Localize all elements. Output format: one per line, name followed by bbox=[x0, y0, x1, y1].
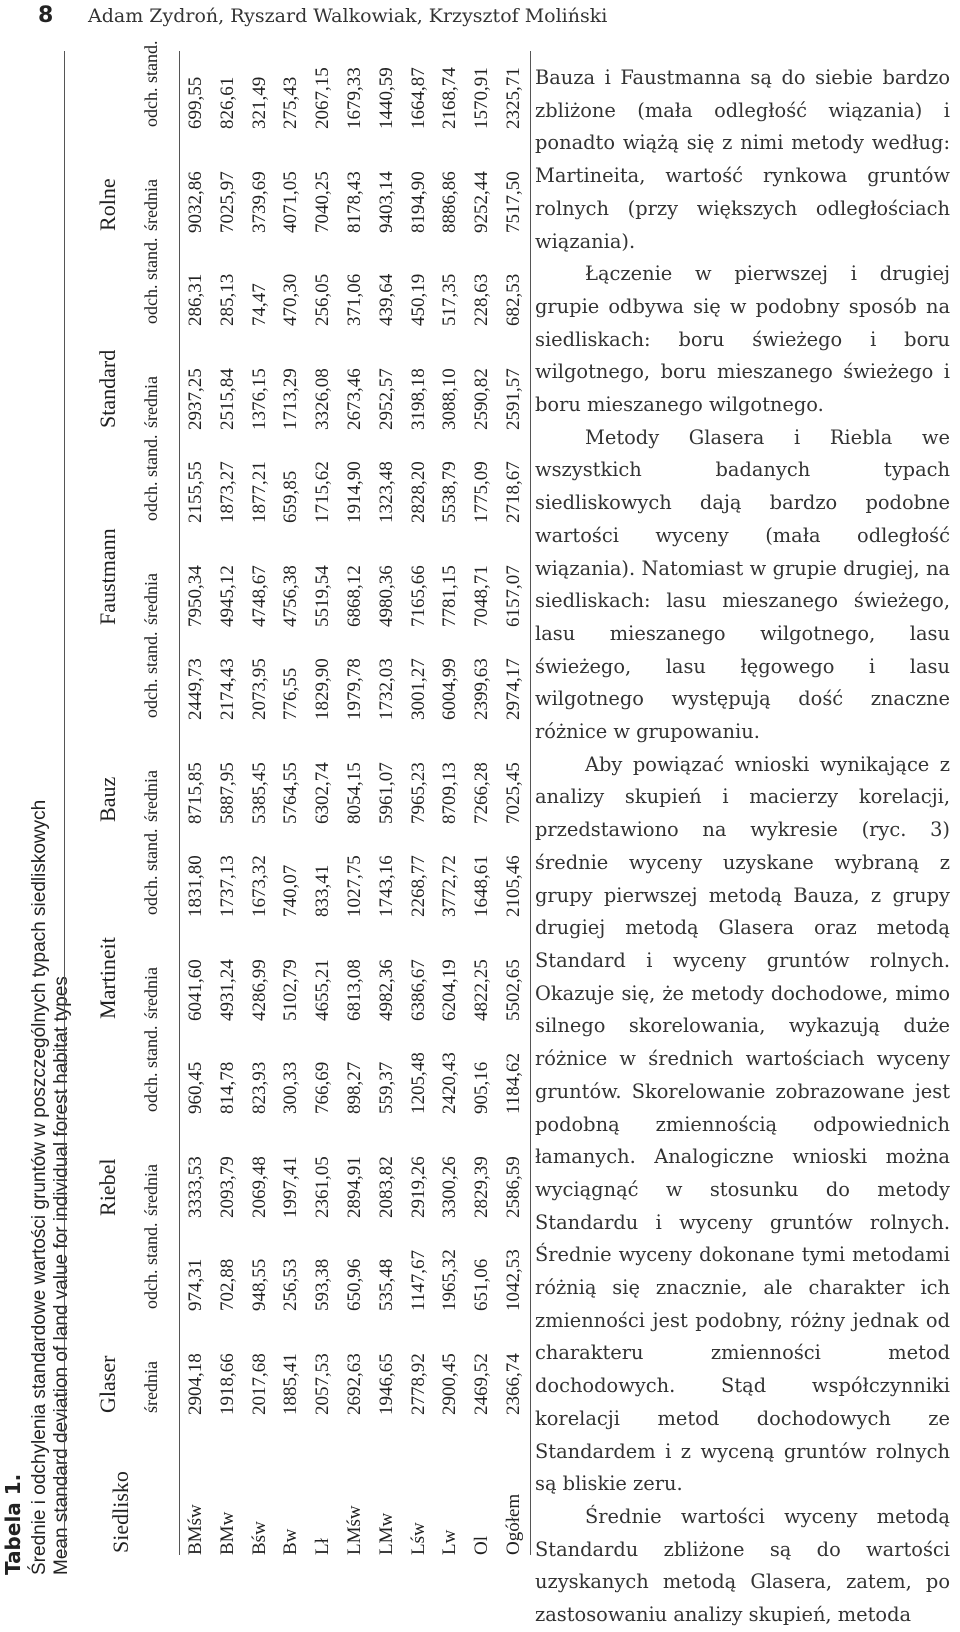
std-dev-value-cell: 2420,43 bbox=[439, 1052, 461, 1114]
std-dev-value-cell: 1979,78 bbox=[343, 658, 365, 720]
mean-value-cell: 8886,86 bbox=[439, 171, 461, 233]
mean-value-cell: 1918,66 bbox=[216, 1353, 238, 1415]
mean-subheader: średnia bbox=[141, 967, 161, 1019]
mean-value-cell: 5764,55 bbox=[280, 762, 302, 824]
std-dev-value-cell: 1829,90 bbox=[312, 658, 334, 720]
table-row bbox=[244, 51, 276, 1555]
mean-value-cell: 5519,54 bbox=[312, 565, 334, 627]
std-dev-value-cell: 898,27 bbox=[343, 1061, 365, 1114]
table-row bbox=[371, 51, 403, 1555]
method-header: Glaser bbox=[95, 1355, 120, 1413]
mean-value-cell: 1885,41 bbox=[280, 1353, 302, 1415]
std-dev-value-cell: 559,37 bbox=[375, 1061, 397, 1114]
mean-value-cell: 7048,71 bbox=[471, 565, 493, 627]
std-dev-value-cell: 2268,77 bbox=[407, 855, 429, 917]
mean-value-cell: 5887,95 bbox=[216, 762, 238, 824]
mean-value-cell: 1713,29 bbox=[280, 368, 302, 430]
site-name-cell: Bśw bbox=[248, 1521, 270, 1555]
mean-value-cell: 4931,24 bbox=[216, 959, 238, 1021]
std-dev-value-cell: 300,33 bbox=[280, 1061, 302, 1114]
std-dev-value-cell: 740,07 bbox=[280, 864, 302, 917]
mean-value-cell: 5961,07 bbox=[375, 762, 397, 824]
table-caption-polish: Średnie i odchylenia standardowe wartości gruntów w poszczególnych typach siedliskowych bbox=[29, 799, 50, 1575]
mean-value-cell: 8054,15 bbox=[343, 762, 365, 824]
body-paragraph: Bauza i Faustmanna są do siebie bardzo zbliżone (mała odległość wiązania) i ponadto wiążą się z nimi metody według: Martineita, wartość rynkowa gruntów rolnych (przy większych odległościach wiązania). bbox=[535, 66, 950, 253]
mean-value-cell: 3739,69 bbox=[248, 171, 270, 233]
std-dev-value-cell: 948,55 bbox=[248, 1258, 270, 1311]
mean-subheader: średnia bbox=[141, 178, 161, 231]
site-name-cell: Bw bbox=[280, 1528, 302, 1555]
std-dev-value-cell: 593,38 bbox=[312, 1258, 334, 1311]
mean-value-cell: 2586,59 bbox=[502, 1156, 524, 1218]
page-number: 8 bbox=[38, 3, 54, 28]
std-dev-value-cell: 1440,59 bbox=[375, 67, 397, 129]
mean-value-cell: 4945,12 bbox=[216, 565, 238, 627]
table-row bbox=[466, 51, 498, 1555]
mean-value-cell: 1997,41 bbox=[280, 1156, 302, 1218]
std-dev-value-cell: 1664,87 bbox=[407, 67, 429, 129]
table-row bbox=[180, 51, 212, 1555]
std-dev-subheader: odch. stand. bbox=[141, 828, 161, 915]
mean-value-cell: 6386,67 bbox=[407, 959, 429, 1021]
body-paragraph: Średnie wartości wyceny metodą Standardu zbliżone są do wartości uzyskanych metodą Glasera, zatem, po zastosowaniu analizy skupień, metoda bbox=[535, 1504, 950, 1627]
std-dev-value-cell: 2105,46 bbox=[502, 855, 524, 917]
body-paragraph: Metody Glasera i Riebla we wszystkich badanych typach siedliskowych dają bardzo podobne wartości wyceny (mała odległość wiązania). Natomiast w grupie drugiej, na siedliskach: lasu mieszanego świeżego, lasu mieszanego wilgotnego, lasu świeżego, lasu łęgowego i lasu wilgotnego występują dość znaczne różnice w grupowaniu. bbox=[535, 425, 950, 744]
site-name-cell: Ogółem bbox=[502, 1493, 524, 1555]
mean-value-cell: 8194,90 bbox=[407, 171, 429, 233]
mean-value-cell: 2590,82 bbox=[471, 368, 493, 430]
table-body bbox=[180, 51, 531, 1555]
mean-value-cell: 2366,74 bbox=[502, 1353, 524, 1415]
site-name-cell: Lł bbox=[312, 1538, 334, 1555]
mean-value-cell: 7781,15 bbox=[439, 565, 461, 627]
std-dev-value-cell: 2174,43 bbox=[216, 658, 238, 720]
table-row bbox=[498, 51, 530, 1555]
std-dev-value-cell: 6004,99 bbox=[439, 658, 461, 720]
mean-value-cell: 2778,92 bbox=[407, 1353, 429, 1415]
std-dev-value-cell: 699,55 bbox=[185, 76, 206, 129]
body-paragraph: Aby powiązać wnioski wynikające z analizy skupień i macierzy korelacji, przedstawiono na wykresie (ryc. 3) średnie wyceny uzyskane wybraną z grupy pierwszej metodą Bauza, z grupy drugiej metodą Glasera oraz metodą Standard i wyceny gruntów rolnych. Okazuje się, że metody dochodowe, mimo silnego skorelowania, wykazują duże różnice w średnich wartościach wyceny gruntów. Skorelowanie zobrazowane jest podobną zmiennością odpowiednich łamanych. Analogiczne wnioski można wyciągnąć w stosunku do metody Standardu i wyceny gruntów rolnych. Średnie wyceny dokonane tymi metodami różnią się znacznie, ale charakter ich zmienności jest podobny, różny jednak od charakteru zmienności metod dochodowych. Stąd współczynniki korelacji metod dochodowych ze Standardem i z wyceną gruntów rolnych są bliskie zeru. bbox=[535, 752, 950, 1496]
mean-value-cell: 2952,57 bbox=[375, 368, 397, 430]
mean-value-cell: 4286,99 bbox=[248, 959, 270, 1021]
std-dev-value-cell: 1732,03 bbox=[375, 658, 397, 720]
habitat-land-value-table bbox=[64, 40, 531, 1555]
mean-value-cell: 8709,13 bbox=[439, 762, 461, 824]
table-row bbox=[275, 51, 307, 1555]
method-header: Riebel bbox=[95, 1158, 120, 1216]
mean-subheader: średnia bbox=[141, 770, 161, 822]
std-dev-value-cell: 1715,62 bbox=[312, 461, 334, 523]
mean-value-cell: 6868,12 bbox=[343, 565, 365, 627]
method-header: Standard bbox=[95, 349, 120, 428]
mean-value-cell: 3300,26 bbox=[439, 1156, 461, 1218]
std-dev-value-cell: 1775,09 bbox=[471, 461, 493, 523]
mean-value-cell: 5102,79 bbox=[280, 959, 302, 1021]
mean-value-cell: 2673,46 bbox=[343, 368, 365, 430]
mean-value-cell: 5385,45 bbox=[248, 762, 270, 824]
std-dev-value-cell: 1027,75 bbox=[343, 855, 365, 917]
table-caption-english: Mean standard deviation of land value for individual forest habitat types bbox=[51, 976, 72, 1575]
mean-value-cell: 2515,84 bbox=[216, 368, 238, 430]
std-dev-value-cell: 3772,72 bbox=[439, 855, 461, 917]
std-dev-value-cell: 1743,16 bbox=[375, 855, 397, 917]
std-dev-value-cell: 1205,48 bbox=[407, 1052, 429, 1114]
mean-value-cell: 2900,45 bbox=[439, 1353, 461, 1415]
site-name-cell: Lśw bbox=[407, 1522, 429, 1555]
std-dev-value-cell: 651,06 bbox=[471, 1258, 493, 1311]
rotated-table-block bbox=[0, 40, 524, 1575]
std-dev-value-cell: 535,48 bbox=[375, 1258, 397, 1311]
std-dev-value-cell: 3001,27 bbox=[407, 658, 429, 720]
std-dev-value-cell: 1877,21 bbox=[248, 461, 270, 523]
table-row bbox=[212, 51, 244, 1555]
mean-value-cell: 5502,65 bbox=[502, 959, 524, 1021]
std-dev-value-cell: 650,96 bbox=[343, 1258, 365, 1311]
std-dev-value-cell: 1570,91 bbox=[471, 67, 493, 129]
std-dev-value-cell: 1147,67 bbox=[407, 1249, 429, 1311]
mean-value-cell: 4980,36 bbox=[375, 565, 397, 627]
mean-value-cell: 2904,18 bbox=[185, 1353, 206, 1415]
std-dev-value-cell: 439,64 bbox=[375, 273, 397, 326]
std-dev-value-cell: 814,78 bbox=[216, 1061, 238, 1114]
mean-value-cell: 6041,60 bbox=[185, 959, 206, 1021]
std-dev-value-cell: 2073,95 bbox=[248, 658, 270, 720]
std-dev-value-cell: 286,31 bbox=[185, 273, 206, 326]
std-dev-value-cell: 321,49 bbox=[248, 76, 270, 129]
mean-value-cell: 7025,97 bbox=[216, 171, 238, 233]
mean-value-cell: 9032,86 bbox=[185, 171, 206, 233]
std-dev-value-cell: 659,85 bbox=[280, 470, 302, 523]
mean-subheader: średnia bbox=[141, 375, 161, 428]
mean-value-cell: 4982,36 bbox=[375, 959, 397, 1021]
std-dev-value-cell: 1679,33 bbox=[343, 67, 365, 129]
std-dev-value-cell: 470,30 bbox=[280, 273, 302, 326]
mean-subheader: średnia bbox=[141, 572, 161, 625]
site-name-cell: Lw bbox=[439, 1529, 461, 1555]
std-dev-value-cell: 702,88 bbox=[216, 1258, 238, 1311]
mean-value-cell: 6157,07 bbox=[502, 565, 524, 627]
mean-value-cell: 2894,91 bbox=[343, 1156, 365, 1218]
std-dev-subheader: odch. stand. bbox=[141, 631, 161, 718]
site-name-cell: Ol bbox=[471, 1536, 493, 1555]
std-dev-value-cell: 1965,32 bbox=[439, 1249, 461, 1311]
table-row bbox=[403, 51, 435, 1555]
mean-value-cell: 7950,34 bbox=[185, 565, 206, 627]
std-dev-value-cell: 285,13 bbox=[216, 273, 238, 326]
site-name-cell: LMśw bbox=[343, 1505, 365, 1555]
body-text-column bbox=[535, 62, 950, 1632]
std-dev-value-cell: 2168,74 bbox=[439, 67, 461, 129]
mean-value-cell: 3333,53 bbox=[185, 1156, 206, 1218]
mean-subheader: średnia bbox=[141, 1164, 161, 1216]
site-name-cell: LMw bbox=[375, 1512, 397, 1555]
mean-value-cell: 2069,48 bbox=[248, 1156, 270, 1218]
std-dev-value-cell: 682,53 bbox=[502, 273, 524, 326]
std-dev-value-cell: 517,35 bbox=[439, 273, 461, 326]
mean-value-cell: 1376,15 bbox=[248, 368, 270, 430]
method-header: Martineit bbox=[95, 937, 120, 1019]
mean-value-cell: 6813,08 bbox=[343, 959, 365, 1021]
mean-value-cell: 2692,63 bbox=[343, 1353, 365, 1415]
mean-value-cell: 4756,38 bbox=[280, 565, 302, 627]
table-row bbox=[307, 51, 339, 1555]
std-dev-value-cell: 905,16 bbox=[471, 1061, 493, 1114]
std-dev-value-cell: 1184,62 bbox=[502, 1052, 524, 1114]
mean-value-cell: 2093,79 bbox=[216, 1156, 238, 1218]
std-dev-value-cell: 74,47 bbox=[248, 283, 270, 326]
mean-value-cell: 7266,28 bbox=[471, 762, 493, 824]
std-dev-value-cell: 2067,15 bbox=[312, 67, 334, 129]
std-dev-value-cell: 2325,71 bbox=[502, 67, 524, 129]
mean-value-cell: 3198,18 bbox=[407, 368, 429, 430]
mean-value-cell: 2919,26 bbox=[407, 1156, 429, 1218]
std-dev-value-cell: 1914,90 bbox=[343, 461, 365, 523]
std-dev-value-cell: 833,41 bbox=[312, 864, 334, 917]
std-dev-value-cell: 1042,53 bbox=[502, 1249, 524, 1311]
std-dev-subheader: odch. stand. bbox=[141, 1025, 161, 1112]
std-dev-subheader: odch. stand. bbox=[141, 434, 161, 521]
mean-value-cell: 4822,25 bbox=[471, 959, 493, 1021]
mean-value-cell: 3088,10 bbox=[439, 368, 461, 430]
std-dev-value-cell: 450,19 bbox=[407, 273, 429, 326]
std-dev-value-cell: 960,45 bbox=[185, 1061, 206, 1114]
mean-value-cell: 6302,74 bbox=[312, 762, 334, 824]
mean-value-cell: 6204,19 bbox=[439, 959, 461, 1021]
std-dev-value-cell: 2399,63 bbox=[471, 658, 493, 720]
mean-value-cell: 2017,68 bbox=[248, 1353, 270, 1415]
mean-value-cell: 2057,53 bbox=[312, 1353, 334, 1415]
std-dev-value-cell: 1673,32 bbox=[248, 855, 270, 917]
method-header: Bauz bbox=[95, 776, 120, 822]
table-area bbox=[0, 40, 524, 1578]
table-row bbox=[434, 51, 466, 1555]
mean-value-cell: 2829,39 bbox=[471, 1156, 493, 1218]
site-column-header: Siedlisko bbox=[108, 1471, 133, 1553]
mean-value-cell: 9403,14 bbox=[375, 171, 397, 233]
std-dev-subheader: odch. stand. bbox=[141, 40, 161, 127]
mean-value-cell: 4655,21 bbox=[312, 959, 334, 1021]
mean-subheader: średnia bbox=[141, 1361, 161, 1413]
table-header-row-methods bbox=[65, 51, 124, 1555]
std-dev-value-cell: 1323,48 bbox=[375, 461, 397, 523]
table-row bbox=[339, 51, 371, 1555]
std-dev-value-cell: 826,61 bbox=[216, 76, 238, 129]
std-dev-value-cell: 256,53 bbox=[280, 1258, 302, 1311]
std-dev-value-cell: 256,05 bbox=[312, 273, 334, 326]
std-dev-value-cell: 823,93 bbox=[248, 1061, 270, 1114]
std-dev-value-cell: 1831,80 bbox=[185, 855, 206, 917]
std-dev-value-cell: 371,06 bbox=[343, 273, 365, 326]
std-dev-value-cell: 1873,27 bbox=[216, 461, 238, 523]
std-dev-value-cell: 776,55 bbox=[280, 667, 302, 720]
mean-value-cell: 7965,23 bbox=[407, 762, 429, 824]
std-dev-value-cell: 766,69 bbox=[312, 1061, 334, 1114]
mean-value-cell: 7025,45 bbox=[502, 762, 524, 824]
mean-value-cell: 4748,67 bbox=[248, 565, 270, 627]
mean-value-cell: 4071,05 bbox=[280, 171, 302, 233]
method-header: Faustmann bbox=[95, 528, 120, 625]
std-dev-value-cell: 2449,73 bbox=[185, 658, 206, 720]
mean-value-cell: 2937,25 bbox=[185, 368, 206, 430]
std-dev-value-cell: 2718,67 bbox=[502, 461, 524, 523]
running-head-authors: Adam Zydroń, Ryszard Walkowiak, Krzysztof Moliński bbox=[88, 5, 608, 27]
mean-value-cell: 7165,66 bbox=[407, 565, 429, 627]
std-dev-value-cell: 2974,17 bbox=[502, 658, 524, 720]
mean-value-cell: 8715,85 bbox=[185, 762, 206, 824]
site-name-cell: BMśw bbox=[185, 1504, 206, 1555]
std-dev-value-cell: 2828,20 bbox=[407, 461, 429, 523]
std-dev-value-cell: 1737,13 bbox=[216, 855, 238, 917]
site-name-cell: BMw bbox=[216, 1511, 238, 1555]
std-dev-value-cell: 5538,79 bbox=[439, 461, 461, 523]
table-label: Tabela 1. bbox=[1, 1473, 25, 1575]
std-dev-value-cell: 2155,55 bbox=[185, 461, 206, 523]
std-dev-value-cell: 1648,61 bbox=[471, 855, 493, 917]
mean-value-cell: 8178,43 bbox=[343, 171, 365, 233]
mean-value-cell: 1946,65 bbox=[375, 1353, 397, 1415]
std-dev-value-cell: 228,63 bbox=[471, 273, 493, 326]
mean-value-cell: 9252,44 bbox=[471, 171, 493, 233]
std-dev-value-cell: 275,43 bbox=[280, 76, 302, 129]
mean-value-cell: 2083,82 bbox=[375, 1156, 397, 1218]
mean-value-cell: 2361,05 bbox=[312, 1156, 334, 1218]
std-dev-subheader: odch. stand. bbox=[141, 237, 161, 324]
mean-value-cell: 2591,57 bbox=[502, 368, 524, 430]
mean-value-cell: 3326,08 bbox=[312, 368, 334, 430]
mean-value-cell: 7040,25 bbox=[312, 171, 334, 233]
mean-value-cell: 2469,52 bbox=[471, 1353, 493, 1415]
running-head bbox=[0, 0, 960, 40]
method-header: Rolne bbox=[95, 178, 120, 231]
table-header-row-statistics bbox=[123, 51, 180, 1555]
std-dev-subheader: odch. stand. bbox=[141, 1222, 161, 1309]
body-paragraph: Łączenie w pierwszej i drugiej grupie odbywa się w podobny sposób na siedliskach: boru świeżego i boru wilgotnego, boru mieszanego świeżego i boru mieszanego wilgotnego. bbox=[535, 262, 950, 417]
std-dev-value-cell: 974,31 bbox=[185, 1258, 206, 1311]
mean-value-cell: 7517,50 bbox=[502, 171, 524, 233]
